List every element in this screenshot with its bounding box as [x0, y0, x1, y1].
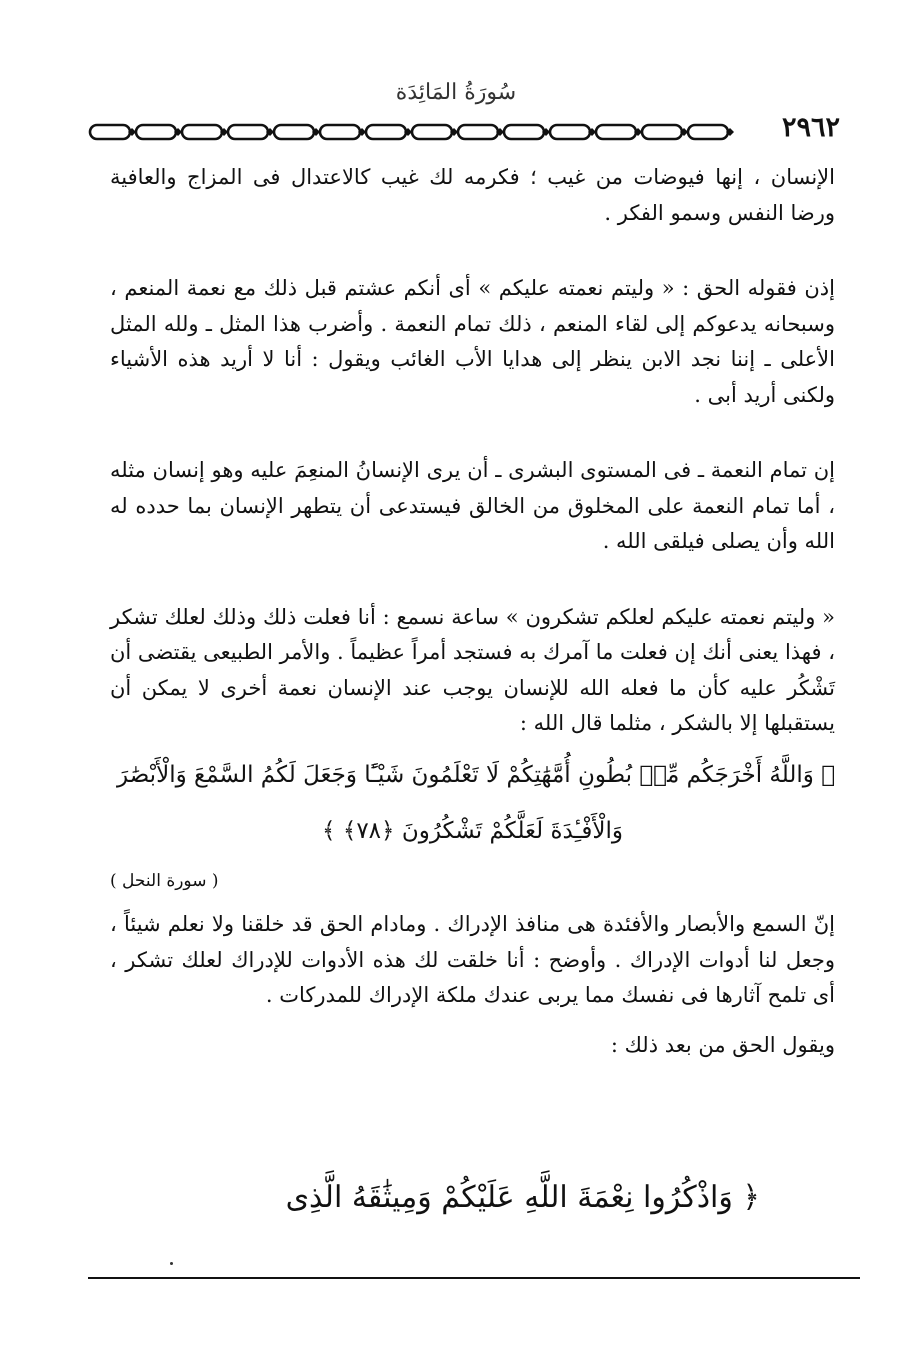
paragraph-3: إن تمام النعمة ـ فى المستوى البشرى ـ أن يرى الإنسانُ المنعِمَ عليه وهو إنسان مثله ، أما تمام النعمة على المخلوق من الخالق فيستدعى أن يتطهر الإنسان بما حدده له الله وأن يصلى فيلقى الله .	[110, 458, 835, 553]
quran-verse-line-2: وَالْأَفْـِٔدَةَ لَعَلَّكُمْ تَشْكُرُونَ ﴿٧٨﴾ ﴾	[322, 817, 623, 844]
surah-title: سُورَةُ المَائِدَة	[395, 80, 517, 105]
paragraph-2: إذن فقوله الحق : « وليتم نعمته عليكم » أى أنكم عشتم قبل ذلك مع نعمة المنعم ، وسبحانه يدعوكم إلى لقاء المنعم ، ذلك تمام النعمة . وأضرب هذا المثل ـ ولله المثل الأعلى ـ إننا نجد الابن ينظر إلى هدايا الأب الغائب ويقول : أنا لا أريد هذه الأشياء ولكنى أريد أبى .	[110, 276, 835, 407]
chain-link	[550, 125, 590, 139]
page-header	[88, 112, 858, 152]
chain-link	[504, 125, 544, 139]
bottom-verse: ﴿ وَاذْكُرُوا نِعْمَةَ اللَّهِ عَلَيْكُمْ وَمِيثَٰقَهُ الَّذِى	[285, 1180, 760, 1215]
chain-link	[228, 125, 268, 139]
chain-link	[136, 125, 176, 139]
chain-link	[688, 125, 728, 139]
ink-dot	[170, 1262, 173, 1265]
paragraph-6: ويقول الحق من بعد ذلك :	[610, 1032, 835, 1057]
chain-link	[412, 125, 452, 139]
chain-link	[458, 125, 498, 139]
body-text	[110, 160, 835, 1063]
verse-source: ( سورة النحل )	[110, 870, 219, 891]
chain-link	[182, 125, 222, 139]
chain-link	[366, 125, 406, 139]
chain-ornament	[88, 120, 748, 146]
quran-verse-line-1: ﴿ وَاللَّهُ أَخْرَجَكُم مِّنۢ بُطُونِ أُمَّهَٰتِكُمْ لَا تَعْلَمُونَ شَيْـًٔا وَجَعَلَ لَكُمُ السَّمْعَ وَالْأَبْصَٰرَ	[117, 761, 835, 788]
chain-link	[642, 125, 682, 139]
chain-link	[320, 125, 360, 139]
footer-rule	[88, 1277, 860, 1279]
paragraph-4: « وليتم نعمته عليكم لعلكم تشكرون » ساعة نسمع : أنا فعلت ذلك وذلك لعلك تشكر ، فهذا يعنى أنك إن فعلت ما آمرك به فستجد أمراً عظيماً . والأمر الطبيعى يقتضى أن تَشْكُر عليه كأن ما فعله الله للإنسان يوجب عند الإنسان نعمة أخرى لا يمكن أن يستقبلها إلا بالشكر ، مثلما قال الله :	[110, 604, 835, 735]
chain-link	[90, 125, 130, 139]
paragraph-5: إنّ السمع والأبصار والأفئدة هى منافذ الإدراك . ومادام الحق قد خلقنا ولا نعلم شيئاً ، وجعل لنا أدوات الإدراك . وأوضح : أنا خلقت لك هذه الأدوات للإدراك لعلك تشكر ، أى تلمح آثارها فى نفسك مما يربى عندك ملكة الإدراك للمدركات .	[110, 912, 835, 1007]
paragraph-1: الإنسان ، إنها فيوضات من غيب ؛ فكرمه لك غيب كالاعتدال فى المزاج والعافية ورضا النفس وسمو الفكر .	[110, 165, 835, 225]
page-number: ٢٩٦٢	[781, 112, 840, 143]
chain-link	[274, 125, 314, 139]
chain-link	[596, 125, 636, 139]
